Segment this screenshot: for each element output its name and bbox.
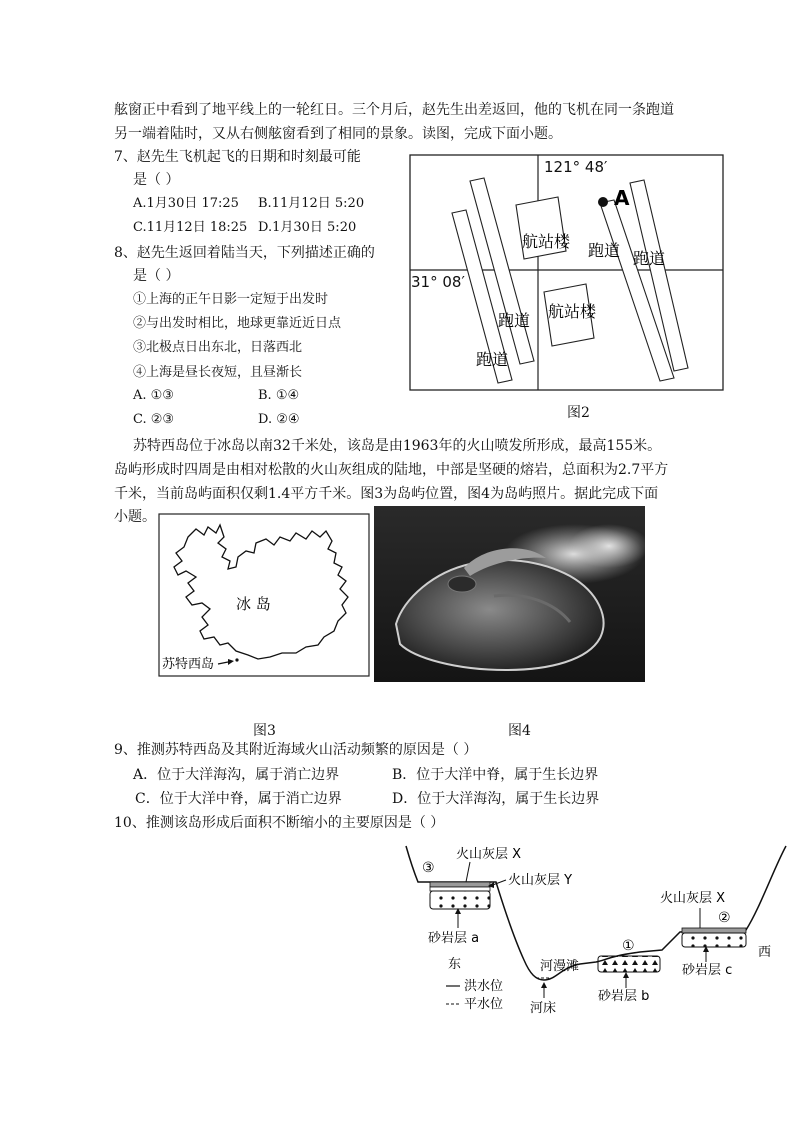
latitude-label: 31° 08′ [411, 273, 465, 291]
q7-option-a[interactable]: A.1月30日 17:25 [133, 196, 239, 211]
q8-statement-4: ④上海是昼长夜短，且昼渐长 [133, 365, 303, 380]
q9-option-b[interactable]: B．位于大洋中脊，属于生长边界 [392, 767, 599, 783]
point-a-label: A [614, 186, 630, 210]
q7-option-c[interactable]: C.11月12日 18:25 [133, 220, 248, 235]
q8-statement-2: ②与出发时相比，地球更靠近近日点 [133, 316, 342, 331]
surtsey-label: 苏特西岛 [162, 657, 215, 672]
q8-statement-1: ①上海的正午日影一定短于出发时 [133, 292, 329, 307]
iceland-label: 冰 岛 [236, 595, 271, 613]
floodplain-label: 河漫滩 [540, 959, 580, 974]
ash-layer-x-right [682, 928, 746, 933]
passage-line-4: 小题。 [114, 509, 156, 525]
figure-4-island-photo [374, 506, 645, 682]
sandstone-c-label: 砂岩层 c [682, 963, 733, 978]
surtsey-dot [235, 658, 238, 661]
q8-statement-3: ③北极点日出东北，日落西北 [133, 340, 303, 355]
ash-layer-y [430, 887, 490, 891]
figure-3-iceland-map [158, 513, 370, 677]
ash-x-right-label: 火山灰层 X [660, 891, 726, 906]
q8-stem-line-2: 是（ ） [133, 268, 180, 284]
sandstone-layer-a [430, 891, 490, 909]
runway-label-2: 跑道 [633, 249, 666, 268]
terrace-2-number: ② [718, 910, 731, 926]
figure-2-airport-map [408, 153, 726, 393]
passage-line-1: 苏特西岛位于冰岛以南32千米处，该岛是由1963年的火山喷发所形成，最高155米。 [133, 438, 662, 454]
q9-option-a[interactable]: A．位于大洋海沟，属于消亡边界 [133, 767, 340, 783]
terrace-1-number: ① [622, 938, 635, 954]
figure-4-caption: 图4 [508, 723, 531, 739]
runway-label-1: 跑道 [588, 241, 621, 260]
west-label: 西 [758, 945, 772, 960]
q9-option-d[interactable]: D．位于大洋海沟，属于生长边界 [392, 791, 600, 807]
point-a-dot [598, 197, 608, 207]
q9-option-c[interactable]: C．位于大洋中脊，属于消亡边界 [135, 791, 342, 807]
sandstone-b-label: 砂岩层 b [598, 989, 650, 1004]
sandstone-layer-c [682, 933, 746, 947]
intro-line-1: 舷窗正中看到了地平线上的一轮红日。三个月后，赵先生出差返回，他的飞机在同一条跑道 [114, 102, 674, 118]
riverbed-label: 河床 [530, 1001, 557, 1016]
q10-stem: 10、推测该岛形成后面积不断缩小的主要原因是（ ） [114, 815, 445, 831]
longitude-label: 121° 48′ [544, 158, 608, 176]
ash-y-label: 火山灰层 Y [508, 873, 573, 888]
q8-option-a[interactable]: A. ①③ [133, 388, 174, 403]
q8-option-b[interactable]: B. ①④ [258, 388, 300, 403]
flood-level-label: 洪水位 [464, 979, 504, 994]
normal-level-label: 平水位 [464, 997, 504, 1012]
q7-stem-line-2: 是（ ） [133, 172, 180, 188]
q7-option-b[interactable]: B.11月12日 5:20 [258, 196, 365, 211]
ash-x-left-label: 火山灰层 X [456, 847, 522, 862]
figure-2-caption: 图2 [567, 405, 590, 421]
q7-option-d[interactable]: D.1月30日 5:20 [258, 220, 357, 235]
q8-option-c[interactable]: C. ②③ [133, 412, 175, 427]
q7-stem-line-1: 7、赵先生飞机起飞的日期和时刻最可能 [114, 149, 361, 165]
sandstone-a-label: 砂岩层 a [428, 931, 480, 946]
runway-label-4: 跑道 [476, 350, 509, 369]
figure-3-caption: 图3 [253, 723, 276, 739]
sandstone-layer-b [598, 956, 660, 972]
terminal-2-label: 航站楼 [548, 302, 597, 321]
ash-layer-x-left [430, 882, 490, 887]
east-label: 东 [448, 957, 462, 972]
q8-stem-line-1: 8、赵先生返回着陆当天，下列描述正确的 [114, 245, 375, 261]
passage-line-2: 岛屿形成时四周是由相对松散的火山灰组成的陆地，中部是坚硬的熔岩，总面积为2.7平方 [114, 462, 669, 478]
q8-option-d[interactable]: D. ②④ [258, 412, 300, 427]
terrace-3-number: ③ [422, 860, 435, 876]
figure-river-terrace-section [400, 838, 794, 1050]
intro-line-2: 另一端着陆时，又从右侧舷窗看到了相同的景象。读图，完成下面小题。 [114, 126, 562, 142]
q9-stem: 9、推测苏特西岛及其附近海域火山活动频繁的原因是（ ） [114, 742, 478, 758]
passage-line-3: 千米，当前岛屿面积仅剩1.4平方千米。图3为岛屿位置，图4为岛屿照片。据此完成下面 [114, 486, 659, 502]
terminal-1-label: 航站楼 [522, 232, 571, 251]
runway-label-3: 跑道 [498, 311, 531, 330]
